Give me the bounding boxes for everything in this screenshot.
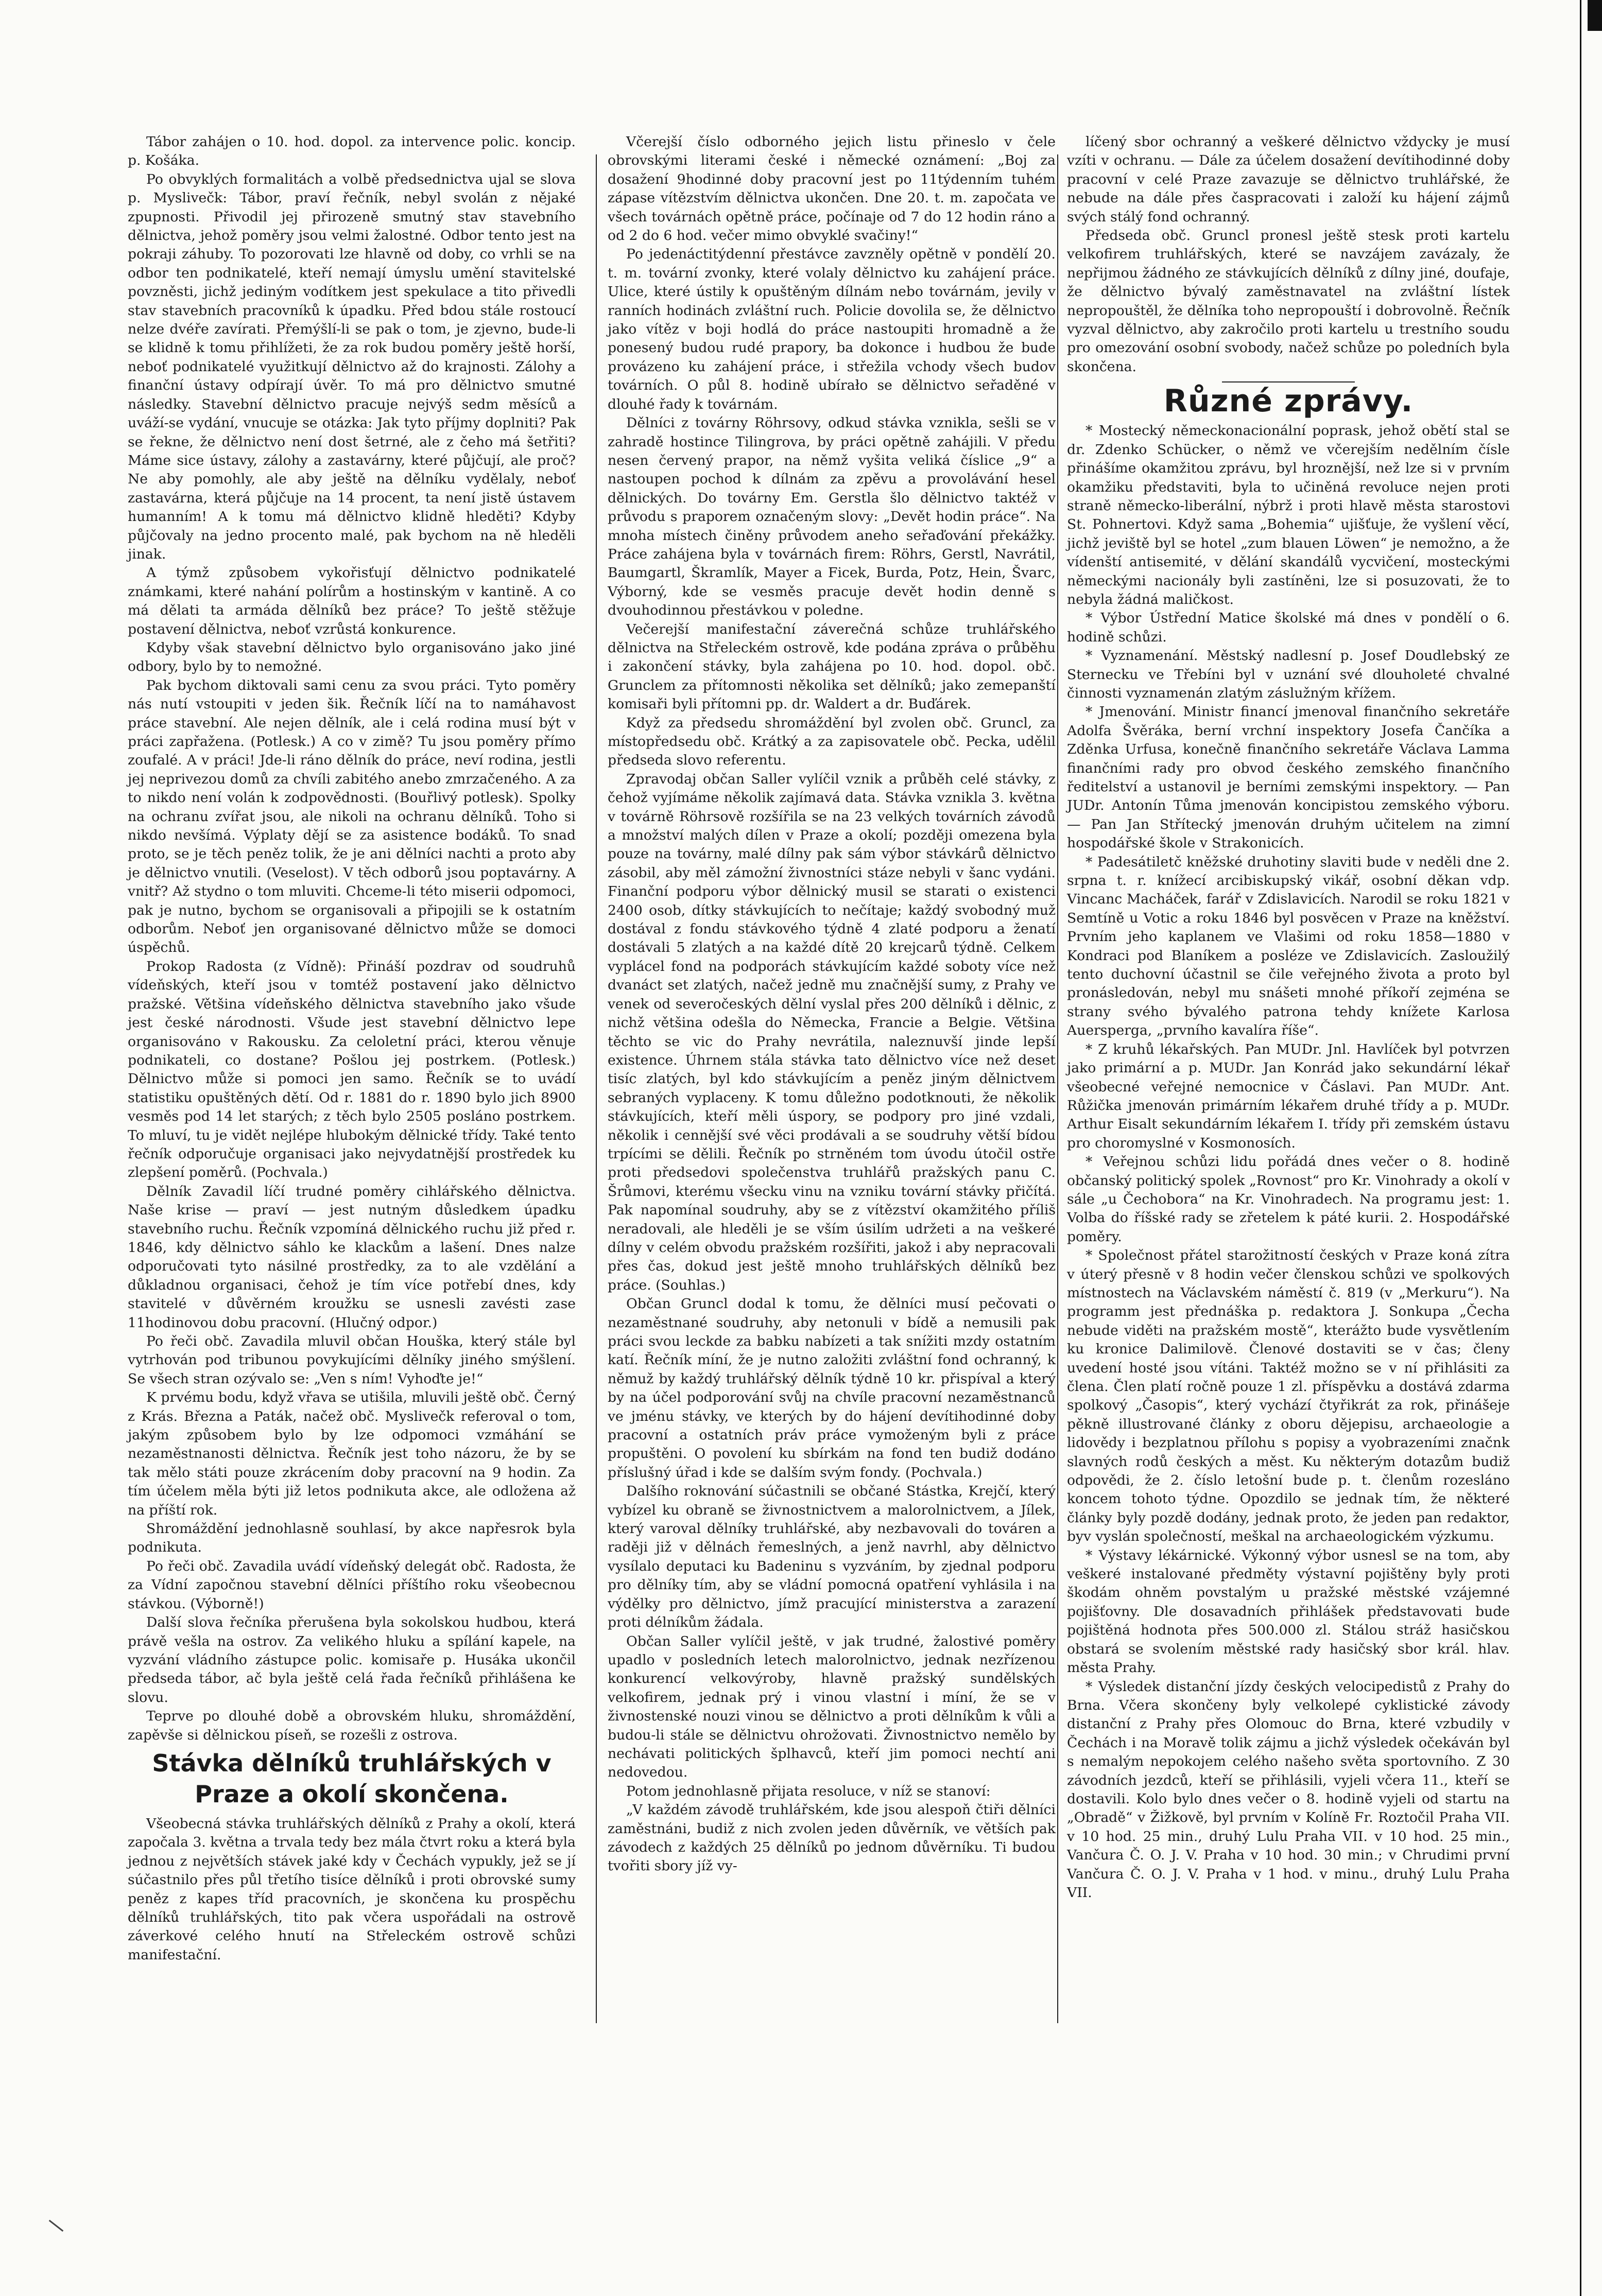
paragraph: Včerejší číslo odborného jejich listu přineslo v čele obrovskými literami české i německé oznámení: „Boj za dosažení 9hodinné doby pracovní jest po 11týdenním tuhém zápase vítězstvím dělnictva ukončen. Dne 20. t. m. započata ve všech továrnách opětně práce, počínaje od 7 do 12 hodin ráno a od 2 do 6 hod. večer mimo obvyklé svačiny!“ [608, 134, 1056, 244]
column-left [128, 133, 576, 1964]
news-item: * Vyznamenání. Městský nadlesní p. Josef Doudlebský ze Sternecku ve Třebíni byl v uznání své dlouholeté chvalné činnosti vyznamenán zlatým záslužným křížem. [1067, 648, 1510, 701]
news-item: * Výstavy lékárnické. Výkonný výbor usnesl se na tom, aby veškeré instalované předměty výstavní pojištěny byly proti škodám ohněm povstalým u pražské městské vzájemné pojišťovny. Dle dosavadních přihlášek představovati bude pojištěná hodnota přes 500.000 zl. Stálou stráž hasičskou obstará se svolením městské rady hasičský sbor král. hlav. města Prahy. [1067, 1547, 1510, 1676]
news-item: * Padesátiletč kněžské druhotiny slaviti bude v neděli dne 2. srpna t. r. knížecí arcibiskupský vikář, osobní děkan vdp. Vincanc Macháček, farář v Zdislavicích. Narodil se roku 1821 v Semtíně u Votic a roku 1846 byl posvěcen v Praze na kněžství. Prvním jeho kaplanem ve Vlašimi od roku 1858—1880 v Kondraci pod Blaníkem a posléze ve Zdislavicích. Zasloužilý tento duchovní účastnil se čile veřejného života a proto byl pronásledován, nebyl mu snášeti mnohé příkoří zejména se strany svého bývalého patrona tehdy knížete Karlosa Auerspergа, „prvního kavalíra říše“. [1067, 854, 1510, 1039]
paragraph: Občan Gruncl dodal k tomu, že dělníci musí pečovati o nezaměstnané soudruhy, aby netonuli v bídě a nemusili pak práci svou leckde za babku nabízeti a tak snížiti mzdy ostatním katí. Řečník míní, že je nutno založiti zvláštní fond ochranný, k němuž by každý truhlářský dělník týdně 10 kr. přispíval a který by na účel podporování svůj na chvíle pracovní nezaměstnanců ve jménu stávky, ve kterých by do hájení devítihodinné doby pracovní a ostatních práv práce vymoženým byli z práce propuštěni. O povolení ku sbírkám na fond ten budiž dodáno příslušný úřad i kde se dalším svým fondy. (Pochvala.) [608, 1296, 1056, 1481]
paragraph: Teprve po dlouhé době a obrovském hluku, shromáždění, zapěvše si dělnickou píseň, se rozešli z ostrova. [128, 1708, 576, 1743]
section-title: Různé zprávy. [1163, 383, 1414, 420]
paragraph: Po jedenáctitýdenní přestávce zavzněly opětně v pondělí 20. t. m. tovární zvonky, které volaly dělnictvo ku zahájení práce. Ulice, které ústily k opuštěným dílnám nebo továrnám, jevily v ranních hodinách zvláštní ruch. Policie dovolila se, že dělnictvo jako vítěz v boji hodlá do práce nastoupiti hromadně a že ponesený budou rudé prapory, ba dokonce i hudbou že bude provázeno ku zahájení práce, i střežila vchody všech budov továrních. O půl 8. hodině ubírało se dělnictvo seřaděné v dlouhé řady k továrnám. [608, 246, 1056, 412]
paragraph: A týmž způsobem vykořisťují dělnictvo podnikatelé známkami, které nahání polírům a hostinským v kantině. A co má dělati ta armáda dělníků bez práce? To ještě stěžuje postavení dělnictva, neboť vzrůstá konkurence. [128, 565, 576, 637]
column-divider [596, 154, 597, 2023]
news-item: * Mostecký německonacionální poprask, jehož obětí stal se dr. Zdenko Schücker, o němž ve včerejším nedělním čísle přinášíme okamžitou zprávu, byl hroznější, než lze si v prvním okamžiku představiti, byla to učiněná revoluce nejen proti straně německo-liberální, nýbrž i proti hlavě města starostovi St. Pohnertovi. Když sama „Bohemia“ ujišťuje, že vyšlení věcí, jichž jeviště byl se hotel „zum blauen Löwen“ je nemožno, a že vídenští antisemité, v dělání skandálů vycvičení, mosteckými německými nacionály byli zastíněni, lze si posuzovati, že to nebyla žádná maličkost. [1067, 423, 1510, 607]
news-item: * Veřejnou schůzi lidu pořádá dnes večer o 8. hodině občanský politický spolek „Rovnost“ pro Kr. Vinohrady a okolí v sále „u Čechobora“ na Kr. Vinohradech. Na programu jest: 1. Volba do říšské rady se zřetelem k páté kurii. 2. Hospodářské poměry. [1067, 1154, 1510, 1245]
paragraph: Dělníci z továrny Röhrsovy, odkud stávka vznikla, sešli se v zahradě hostince Tilingrova, by práci opětně zahájili. V předu nesen červený prapor, na němž vyšita veliká číslice „9“ a nastoupen pochod k dílnám za zpěvu a provolávání hesel dělnických. Do továrny Em. Gerstla šlo dělnictvo taktéž v průvodu s praporem označeným slovy: „Devět hodin práce“. Na mnoha místech činěny průvodem aneho seřaďování překážky. Práce zahájena byla v továrnách firem: Röhrs, Gerstl, Navrátil, Baumgartl, Škramlík, Mayer a Ficek, Burda, Potz, Hein, Švarc, Výborný, kde se vesměs pracuje devět hodin denně s dvouhodinnou přestávkou v poledne. [608, 415, 1056, 619]
section-rule [1222, 381, 1355, 382]
column-divider [1057, 154, 1058, 2023]
paragraph: Potom jednohlasně přijata resoluce, v níž se stanoví: [626, 1783, 991, 1799]
paragraph: Předseda obč. Gruncl pronesl ještě stesk proti kartelu velkofirem truhlářských, které se navzájem zavázaly, že nepřijmou žádného ze stávkujících dělníků z dílny jiné, doufaje, že dělnictvo bývalý zaměstnavatel na zvláštní lístek nepropouštěl, že dělníka toho nepropouští i dobrovolně. Řečník vyzval dělnictvo, aby zakročilo proti kartelu u trestního soudu pro omezování osobní svobody, načež schůze po poledních byla skončena. [1067, 228, 1510, 375]
news-item: * Výbor Ústřední Matice školské má dnes v pondělí o 6. hodině schůzi. [1067, 610, 1510, 645]
paragraph: Prokop Radosta (z Vídně): Přináší pozdrav od soudruhů vídeňských, kteří jsou v tomtéž postavení jako dělnictvo pražské. Většina vídeňského dělnictva stavebního jako všude jest české národnosti. Všude jest stavební dělnictvo lepe organisováno v Rakousku. Za celoletní práci, kterou věnuje podnikateli, co dostane? Pošlou jej postrkem. (Potlesk.) Dělnictvo může si pomoci jen samo. Řečník se to uvádí statistiku opuštěných dětí. Od r. 1881 do r. 1890 bylo jich 8900 vesměs pod 14 let starých; z těch bylo 2505 posláno postrkem. To mluví, tu je vidět nejlépe hlubokým dělnické třídy. Také tento řečník odporučuje organisaci jako nejvydatnější prostředek ku zlepšení poměrů. (Pochvala.) [128, 958, 576, 1181]
paragraph: Po řeči obč. Zavadila mluvil občan Houška, který stále byl vytrhován pod tribunou povykujícími dělníky jiného smýšlení. Se všech stran ozývalo se: „Ven s ním! Vyhoďte je!“ [128, 1333, 576, 1387]
news-item: * Jmenování. Ministr financí jmenoval finančního sekretáře Adolfa Švěráka, berní vrchní inspektory Josefa Čančíka a Zděnka Urfusa, konečně finančního sekretáře Václava Lamma finančními rady pro obvod českého zemského finančního ředitelství a ustanovil je berními zemskými inspektory. — Pan JUDr. Antonín Tůma jmenován koncipistou zemského výboru. — Pan Jan Střítecký jmenován druhým učitelem na zimní hospodářské škole v Strakonicích. [1067, 704, 1510, 851]
column-right [1067, 133, 1510, 1902]
paragraph: K prvému bodu, když vřava se utišila, mluvili ještě obč. Černý z Krás. Března a Paták, načež obč. Myslivečk referoval o tom, jakým způsobem bylo by lze odpomoci vzmáhání se nezaměstnanosti dělnictva. Řečník jest toho názoru, že by se tak mělo státi pouze zkrácením doby pracovní na 9 hodin. Za tím účelem měla býti již letos podnikuta akce, ale odložena až na příští rok. [128, 1389, 576, 1518]
margin-mark [49, 2220, 64, 2232]
paragraph: Večerejší manifestační záverečná schůze truhlářského dělnictva na Střeleckém ostrově, kde podána zpráva o průběhu i zakončení stávky, byla zahájena po 10. hod. dopol. obč. Grunclem za přítomnosti několika set dělníků; jako zemepanští komisaři byli přítomni pp. dr. Waldert a dr. Buďárek. [608, 621, 1056, 712]
right-edge-rule [1580, 0, 1581, 2296]
news-item: * Z kruhů lékařských. Pan MUDr. Jnl. Havlíček byl potvrzen jako primární a p. MUDr. Jan Konrád jako sekundární lékař všeobecné veřejné nemocnice v Čáslavi. Pan MUDr. Ant. Růžička jmenován primárním lékařem druhé třídy a p. MUDr. Arthur Eisalt sekundárním lékařem I. třídy při zemském ústavu pro choromyslné v Kosmonosích. [1067, 1041, 1510, 1151]
paragraph: Dělník Zavadil líčí trudné poměry cihlářského dělnictva. Naše krise — praví — jest nutným důsledkem úpadku stavebního ruchu. Řečník vzpomíná dělnického ruchu již před r. 1846, kdy dělnictvo sáhlo ke klackům a lašení. Dnes nalze odporučovati tyto násilné prostředky, za to ale vzdělání a důkladnou organisaci, čehož je tím více potřebí dnes, kdy stavitelé v důvěrném kroužku se usnesli zavésti zase 11hodinovou dobu pracovní. (Hlučný odpor.) [128, 1183, 576, 1331]
paragraph: Po řeči obč. Zavadila uvádí vídeňský delegát obč. Radosta, že za Vídní započnou stavební dělníci příštího roku všeobecnou stávkou. (Výborně!) [128, 1558, 576, 1612]
paragraph: Shromáždění jednohlasně souhlasí, by akce napřesrok byla podnikuta. [128, 1521, 576, 1556]
paragraph: Všeobecná stávka truhlářských dělníků z Prahy a okolí, která započala 3. května a trvala tedy bez mála čtvrt roku a která byla jednou z největších stávek jaké kdy v Čechách vypukly, jež se jí súčastnilo přes půl třetího tisíce dělníků i proti obrovské sumy peněz z kapes tříd pracovních, je skončena ku prospěchu dělníků truhlářských, tito pak včera uspořádali na ostrově záverkové celého hnutí na Střeleckém ostrově schůzi manifestační. [128, 1815, 576, 1963]
news-item: * Společnost přátel starožitností českých v Praze koná zítra v úterý přesně v 8 hodin večer členskou schůzi ve spolkových místnostech na Václavském náměstí č. 819 (v „Merkuru“). Na programm jest přednáška p. redaktora J. Sonkupa „Čecha nebude viděti na pražském mostě“, kterážto bude vysvětlením ku kronice Dalimilově. Členové dostaviti se v čas; členy uvedení hosté jsou vítáni. Taktéž možno se v ní přihlásiti za člena. Člen platí ročně pouze 1 zl. příspěvku a dostává zdarma spolkový „Časopis“, který vychází čtyřikrát za rok, přinášeje pěkně illustrované články z oboru dějepisu, archaeologie a lidovědy i bezplatnou přílohu s popisy a vyobrazeními značnk slavných rodů českých a měst. Ku některým dotazům budiž odpovědi, že 2. číslo letošní bude p. t. členům rozesláno koncem tohoto týdne. Opozdilo se jednak tím, že některé články byly pozdě dodány, jednak proto, že jeden pan redaktor, byv vyslán společností, meškal na archaeologickém výzkumu. [1067, 1247, 1510, 1545]
paragraph: Tábor zahájen o 10. hod. dopol. za intervence polic. koncip. p. Košáka. [128, 134, 576, 169]
paragraph: „V každém závodě truhlářském, kde jsou alespoň čtiři dělníci zaměstnáni, budiž z nich zvolen jeden důvěrník, ve větších pak závodech z každých 25 dělníků po jednom důvěrníku. Ti budou tvořiti sbory jíž vy- [608, 1802, 1056, 1874]
paragraph: Kdyby však stavební dělnictvo bylo organisováno jako jiné odbory, bylo by to nemožné. [128, 639, 576, 675]
news-item: * Výsledek distanční jízdy českých velocipedistů z Prahy do Brna. Včera skončeny byly velkolepé cyklistické závody distanční z Prahy přes Olomouc do Brna, které vzbudily v Čechách i na Moravě tolik zájmu a jichž výsledek očekáván byl s nemalým nepokojem celého našeho světa sportovního. Z 30 závodních jezdců, kteří se přihlásili, vyjeli včera 11., kteří se dostavili. Kolo bylo dnes večer o 8. hodině vyjeli od startu na „Obradě“ v Žižkově, byl prvním v Kolíně Fr. Roztočil Praha VII. v 10 hod. 25 min., druhý Lulu Praha VII. v 10 hod. 25 min., Vančura Č. O. J. V. Praha v 10 hod. 30 min.; v Chrudimi první Vančura Č. O. J. V. Praha v 1 hod. v minu., druhý Lulu Praha VII. [1067, 1678, 1510, 1901]
paragraph: Zpravodaj občan Saller vylíčil vznik a průběh celé stávky, z čehož vyjímáme několik zajímavá data. Stávka vznikla 3. května v továrně Röhrsově rozšířila se na 23 velkých továrních závodů a množství malých dílen v Praze a okolí; později omezena byla pouze na továrny, malé dílny pak sám výbor stávkárů dělnictvo zásobil, aby měl zámožní živnostníci stáze nebyli v šanc vydáni. Finanční podporu výbor dělnický musil se starati o existenci 2400 osob, dítky stávkujících to nečítaje; každý svobodný muž dostával z fondu stávkového týdně 4 zlaté podporu a ženatí dostávali 5 zlatých a na každé dítě 20 krejcarů týdně. Celkem vyplácel fond na podporách stávkujícím každé soboty více než dvanáct set zlatých, načež jedně mu značnější sumy, z Prahy ve venek od severočeských dělní vyslal přes 200 dělníků i dělnic, z nichž většina odešla do Německa, Francie a Belgie. Většina těchto se vic do Prahy nevrátila, naleznuvší jinde lepší existence. Úhrnem stála stávka tato dělnictvo více než deset tisíc zlatých, byl kdo stávkujícím a peněz jiným dělnictvem sebraných vyplaceny. K tomu důležno podotknouti, že několik stávkujících, kteří měli úspory, se podpory pro jiné vzdali, několik i cennější své věci prodávali a se soudruhy větší bídou trpícími se dělili. Řečník po strněném tom úvodu útočil ostře proti předsedovi společenstva truhlářů pražských panu C. Šrůmovi, kterému všecku vinu na vzniku tovární stávky přičítá. Pak napomínal soudruhy, aby se z vítězství okamžitého příliš neradovali, ale hleděli je se vším úsilím udržeti a na veškeré dílny v celém obvodu pražském rozšířiti, jakož i aby nepracovali přes čas, dokud jest ještě mnoho truhlářských dělníků bez práce. (Souhlas.) [608, 771, 1056, 1293]
paragraph: Pak bychom diktovali sami cenu za svou práci. Tyto poměry nás nutí vstoupiti v jeden šik. Řečník líčí na to namáhavost práce stavební. Ale nejen dělník, ale i celá rodina musí být v práci zapřažena. (Potlesk.) A co v zimě? Tu jsou poměry přímo zoufalé. A v práci! Jde-li ráno dělník do práce, neví rodina, jestli jej neprivezou domů za chvíli zabitého anebo zmrzačeného. A za to nikdo není volán k zodpovědnosti. (Bouřlivý potlesk). Spolky na ochranu zvířat jsou, ale nikoli na ochranu dělníků. Toho si nikdo nevšímá. Výplaty dějí se za asistence bodáků. To snad proto, se je těch peněz tolik, že je ani dělníci nachti a proto aby je dělnictvo vnutili. (Veselost). V těch odborů jsou poptavárny. A vnitř? Až stydno o tom mluviti. Chceme-li této miserii odpomoci, pak je nutno, bychom se organisovali a připojili se k ostatním odborům. Neboť jen organisované dělnictvo může se domoci úspěchů. [128, 677, 576, 956]
column-middle [608, 133, 1056, 1876]
paragraph: Dalšího roknování súčastnili se občané Stástka, Krejčí, který vybízel ku obraně se živnostnictvem a malorolnictvem, a Jílek, který varoval dělníky truhlářské, aby nezbavovali do továren a raději již v dělnách řemeslných, a jenž navrhl, aby dělnictvo vysílalo deputaci ku Badeninu s vyzváním, by zjednal podporu pro dělníky tím, aby se vládní pomocná opatření vyhlásila i na výdělky pro dělnictvo, jímž pracující ministerstva a zarazení proti délníkům žádala. [608, 1483, 1056, 1631]
paragraph: Když za předsedu shromáždění byl zvolen obč. Gruncl, za místopředsedu obč. Krátký a za zapisovatele obč. Pecka, udělil předseda slovo referentu. [608, 715, 1056, 769]
article-headline: Stávka dělníků truhlářských v Praze a okolí skončena. [152, 1749, 552, 1808]
paragraph: Další slova řečníka přerušena byla sokolskou hudbou, která právě vešla na ostrov. Za velikého hluku a spílání kapele, na vyzvání vládního zástupce polic. komisaře p. Husáka ukončil předseda tábor, ač byla ještě celá řada řečníků přihlášena ke slovu. [128, 1614, 576, 1706]
corner-mark [1588, 0, 1602, 31]
paragraph: Občan Saller vylíčil ještě, v jak trudné, žalostivé poměry upadlo v posledních letech malorolnictvo, jednak nezřízenou konkurencí velkovýroby, hlavně pražský sundělských velkofirem, jednak prý i vinou vlastní i míní, že se v živnostenské nouzi vinou se dělnictvo a proti dělníkům k vůli a budou-li stále se dělnictvu ohrožovati. Živnostnictvo nemělo by nechávati politických šplhavců, kteří jim pomoci nechtí ani nedovedou. [608, 1633, 1056, 1781]
paragraph: Po obvyklých formalitách a volbě předsednictva ujal se slova p. Myslivečk: Tábor, praví řečník, nebyl svolán z nějaké zpupnosti. Přivodil jej přirozeně smutný stav stavebního dělnictva, jehož poměry jsou velmi žalostné. Odbor tento jest na pokraji záhuby. To pozorovati lze hlavně od doby, co vrhli se na odbor ten podnikatelé, kteří nemají úmyslu umění stavitelské povzněsti, jichž jediným vodítkem jest spekulace a tito přivedli stav stavebních pracovníků k úpadku. Před bdou stále rostoucí nelze dvéře zavírati. Přemýšlí-li se pak o tom, je zjevno, bude-li se klidně k tomu přihlížeti, že za rok budou poměry ještě horší, neboť podnikatelé využitkují dělnictvo až do krajnosti. Zálohy a finanční ústavy odpírají úvěr. To má pro dělnictvo smutné následky. Stavební dělnictvo pracuje nejvýš sedm měsíců a uváží-se vydání, vnucuje se otázka: Jak tyto příjmy doplniti? Pak se řekne, že dělnictvo není dost šetrné, ale z čeho má šetřiti? Máme sice ústavy, zálohy a zastavárny, které půjčují, ale proč? Ne aby pomohly, ale aby ještě na dělníku vydělaly, neboť zastavárna, která půjčuje na 14 procent, ta není jistě ústavem humanním! A k tomu má dělnictvo klidně hleděti? Kdyby půjčovaly na jedno procento malé, pak bychom na ně hleděli jinak. [128, 171, 576, 562]
paragraph: líčený sbor ochranný a veškeré dělnictvo vždycky je musí vzíti v ochranu. — Dále za účelem dosažení devítihodinné doby pracovní v celé Praze zavazuje se dělnictvo truhlářské, že nebude na dále přes časpracovati i založí ku hájení zájmů svých stálý fond ochranný. [1067, 134, 1510, 225]
